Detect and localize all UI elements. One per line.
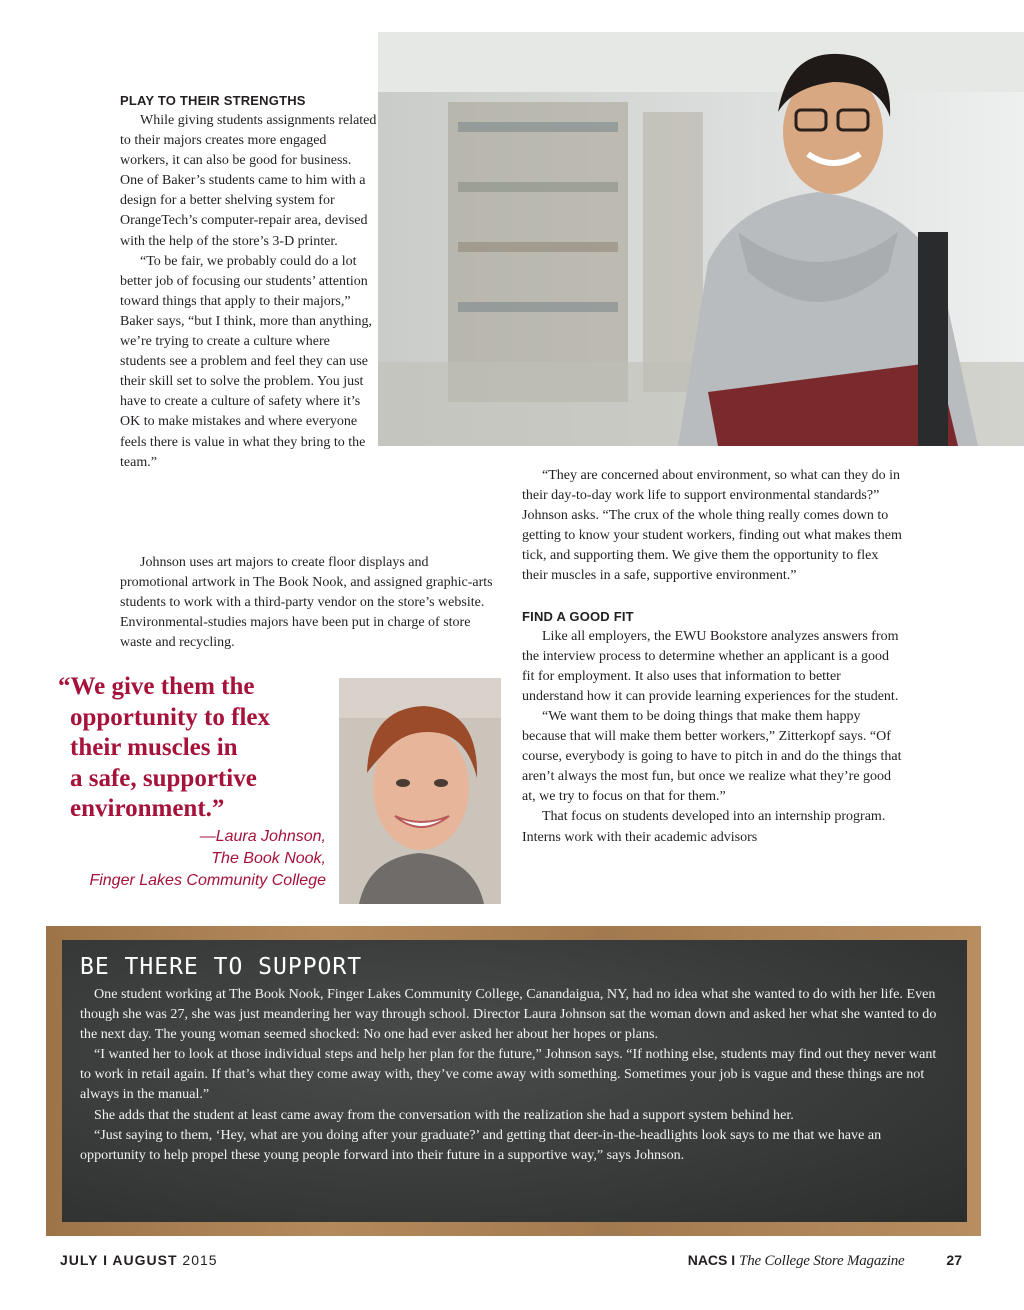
pull-quote-line: opportunity to flex xyxy=(70,703,270,731)
sidebar-paragraph: She adds that the student at least came away from the conversation with the realization she had a support system behind her. xyxy=(94,1106,794,1123)
section-heading-play-to-strengths: PLAY TO THEIR STRENGTHS xyxy=(120,93,306,108)
sidebar-title: BE THERE TO SUPPORT xyxy=(80,954,363,980)
body-paragraph: Like all employers, the EWU Bookstore analyzes answers from the interview process to determine whether an applicant is a good fit for employment. It also uses that information to better understand how it can provide learning experiences for the student. xyxy=(522,628,899,704)
sidebar-paragraph: One student working at The Book Nook, Finger Lakes Community College, Canandaigua, NY, had no idea what she wanted to do with her life. Even though she was 27, she was just meandering her way through school. Director Laura Johnson sat the woman down and asked her what she wanted to do the next day. The young woman seemed shocked: No one had ever asked her about her hopes or plans. xyxy=(80,986,937,1043)
pull-quote-line: environment.” xyxy=(70,795,225,822)
left-column-wide xyxy=(120,553,500,653)
body-paragraph: While giving students assignments related to their majors creates more engaged workers, it can also be good for business. One of Baker’s students came to him with a design for a better shelving system for OrangeTech’s computer-repair area, devised with the help of the store’s 3-D printer. xyxy=(120,113,377,249)
attribution-line: Finger Lakes Community College xyxy=(89,872,326,889)
body-paragraph: Johnson uses art majors to create floor displays and promotional artwork in The Book Nook, and assigned graphic-arts students to work with a third-party vendor on the store’s website. Environmental-studies majors have been put in charge of store waste and recycling. xyxy=(120,555,493,651)
pull-quote-line: their muscles in xyxy=(70,734,238,761)
footer-magazine-title: The College Store Magazine xyxy=(739,1253,905,1269)
sidebar-paragraph: “Just saying to them, ‘Hey, what are you doing after your graduate?’ and getting that deer-in-the-headlights look says to me that we have an opportunity to help propel these young people forward into their future in a supportive way,” says Johnson. xyxy=(80,1126,882,1163)
pull-quote xyxy=(58,672,326,825)
attribution-line: —Laura Johnson, xyxy=(199,828,326,845)
body-paragraph: “We want them to be doing things that make them happy because that will make them better workers,” Zitterkopf says. “Of course, everybody is going to have to pitch in and do the things that aren’t always the most fun, but once we realize what they’re good at, we try to focus on that for them.” xyxy=(522,708,902,805)
body-paragraph: That focus on students developed into an internship program. Interns work with their academic advisors xyxy=(522,809,886,845)
pull-quote-line: a safe, supportive xyxy=(70,764,257,792)
footer-issue-month: JULY I AUGUST xyxy=(60,1252,178,1268)
section-heading-find-a-good-fit: FIND A GOOD FIT xyxy=(522,608,634,624)
pull-quote-line: “We give them the xyxy=(58,673,255,700)
footer-publisher: NACS I xyxy=(687,1252,736,1268)
body-paragraph: “They are concerned about environment, so what can they do in their day-to-day work life to support environmental standards?” Johnson asks. “The crux of the whole thing really comes down to getting to know your student workers, finding out what makes them tick, and supporting them. We give them the opportunity to flex their muscles in a safe, supportive environment.” xyxy=(522,468,902,584)
student-photo xyxy=(378,32,1024,446)
right-column xyxy=(522,466,902,848)
pull-quote-attribution xyxy=(40,826,326,892)
attribution-line: The Book Nook, xyxy=(211,850,326,867)
footer-issue-date xyxy=(60,1252,218,1268)
page-number: 27 xyxy=(946,1252,962,1268)
portrait-laura-johnson xyxy=(339,678,501,904)
footer-publication xyxy=(688,1252,962,1270)
sidebar-chalkboard-frame xyxy=(46,926,981,1236)
sidebar-chalkboard xyxy=(62,940,967,1222)
body-paragraph: “To be fair, we probably could do a lot better job of focusing our students’ attention toward things that apply to their majors,” Baker says, “but I think, more than anything, we’re trying to create a culture where students see a problem and feel they can use their skill set to solve the problem. You just have to create a culture of safety where it’s OK to make mistakes and where everyone feels there is value in what they bring to the team.” xyxy=(120,253,372,470)
sidebar-paragraph: “I wanted her to look at those individual steps and help her plan for the future,” Johnson says. “If nothing else, students may find out they never want to work in retail again. If that’s what they come away with, they’ve come away with something. Sometimes your job is vague and these things are not always in the manual.” xyxy=(80,1046,937,1103)
left-column xyxy=(120,91,378,473)
footer-issue-year: 2015 xyxy=(182,1252,218,1268)
